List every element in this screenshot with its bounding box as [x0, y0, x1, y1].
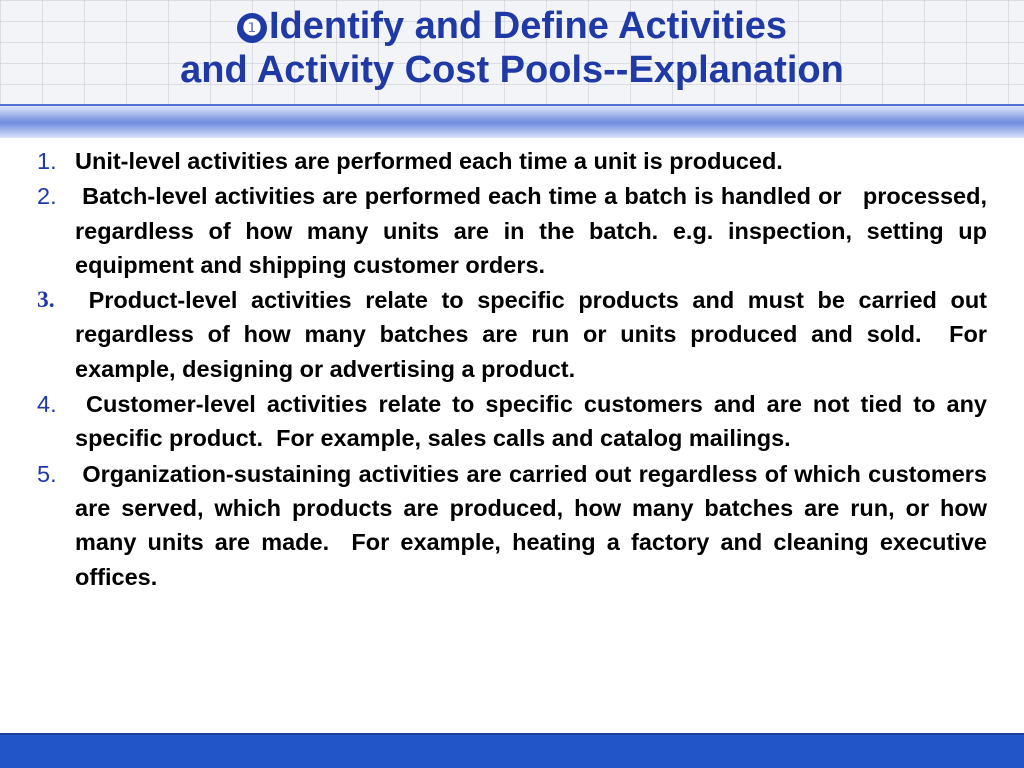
- list-item-number: 1.: [37, 148, 57, 174]
- list-item-text: Organization-sustaining activities are carried out regardless of which customers are served, which products are produced, how many batches are run, or how many units are made. For example, heating a factory and cleaning executive offices.: [75, 460, 994, 590]
- title-line-1: Identify and Define Activities: [268, 5, 788, 47]
- list-item: [0, 457, 1024, 594]
- title-divider-line: [0, 104, 1024, 106]
- activity-list: [0, 144, 1024, 594]
- list-item-number: 5.: [37, 460, 57, 487]
- list-item-text: Unit-level activities are performed each time a unit is produced.: [75, 148, 783, 174]
- slide-title: [0, 4, 1024, 92]
- list-item-text: Batch-level activities are performed each time a batch is handled or processed, regardless of how many units are in the batch. e.g. inspection, setting up equipment and shipping customer orders.: [75, 183, 994, 278]
- list-item-number: 2.: [37, 183, 57, 210]
- numbered-bullet-icon: ❶: [237, 13, 267, 43]
- list-item-number: 3.: [37, 287, 55, 314]
- title-line-2: and Activity Cost Pools--Explanation: [180, 49, 844, 91]
- list-item: [0, 387, 1024, 456]
- list-item-number: 4.: [37, 391, 57, 418]
- title-divider-band: [0, 104, 1024, 138]
- footer-bar: [0, 733, 1024, 768]
- list-item-text: Customer-level activities relate to specific customers and are not tied to any specific product. For example, sales calls and catalog mailings.: [75, 391, 994, 452]
- list-item-text: Product-level activities relate to specific products and must be carried out regardless of how many batches are run or units produced and sold. For example, designing or advertising a product.: [75, 287, 1007, 382]
- list-item: [0, 283, 1024, 386]
- list-item: [0, 179, 1024, 282]
- list-item: [0, 144, 1024, 178]
